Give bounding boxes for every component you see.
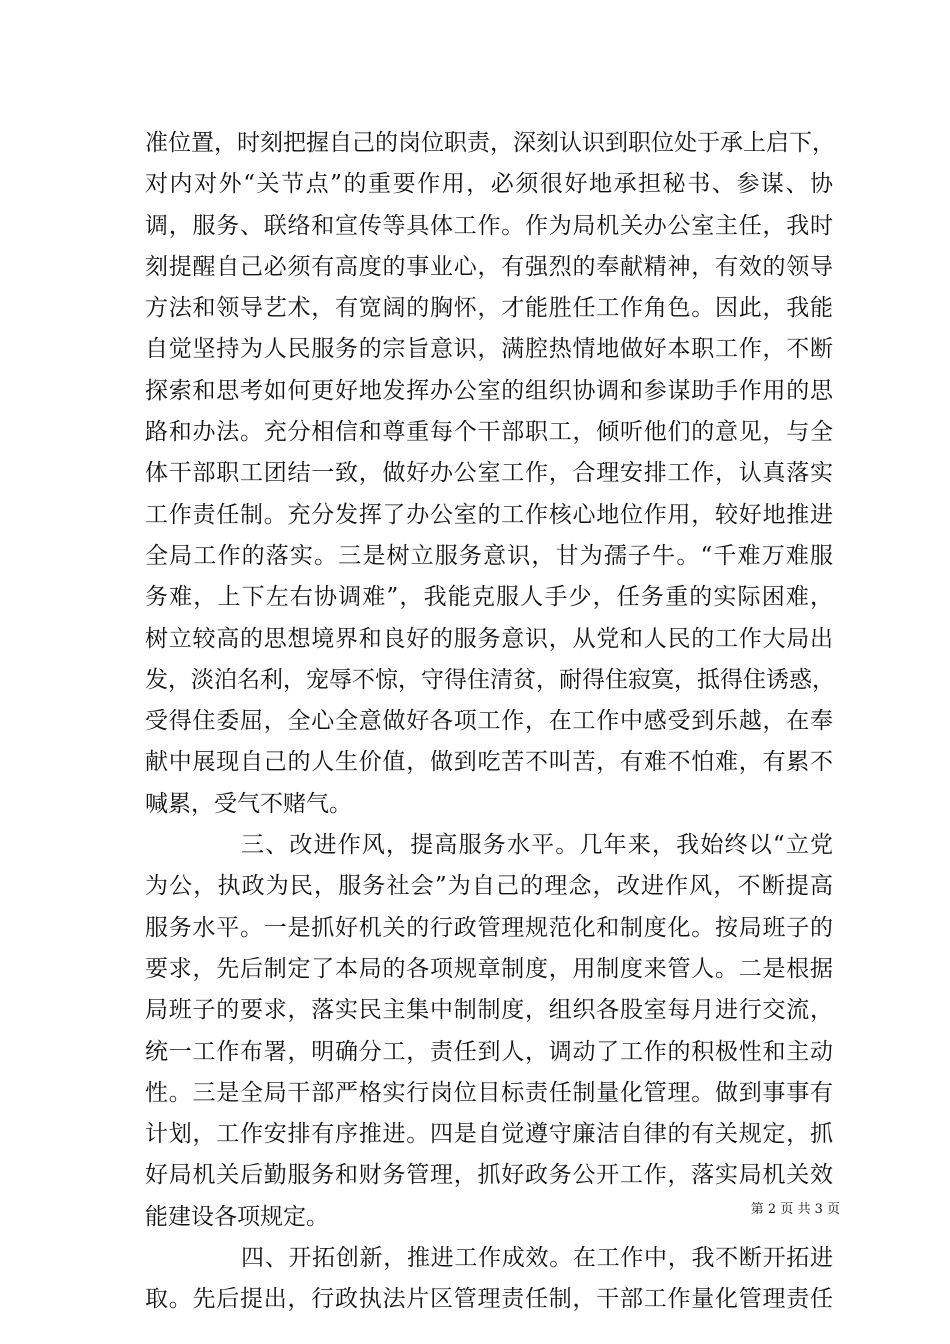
text-line: 性。三是全局干部严格实行岗位目标责任制量化管理。做到事事有 xyxy=(145,1079,833,1106)
text-line: 树立较高的思想境界和良好的服务意识，从党和人民的工作大局出 xyxy=(145,625,833,652)
text-line: 发，淡泊名利，宠辱不惊，守得住清贫，耐得住寂寞，抵得住诱惑， xyxy=(145,666,835,693)
text-line: 好局机关后勤服务和财务管理，抓好政务公开工作，落实局机关效 xyxy=(145,1162,833,1189)
text-line: 体干部职工团结一致，做好办公室工作，合理安排工作，认真落实 xyxy=(145,460,833,487)
text-line: 受得住委屈，全心全意做好各项工作，在工作中感受到乐越，在奉 xyxy=(145,708,833,735)
text-line: 工作责任制。充分发挥了办公室的工作核心地位作用，较好地推进 xyxy=(145,501,833,528)
text-line: 自觉坚持为人民服务的宗旨意识，满腔热情地做好本职工作，不断 xyxy=(145,336,833,363)
text-line: 三、改进作风，提高服务水平。几年来，我始终以“立党 xyxy=(241,832,833,859)
text-line: 要求，先后制定了本局的各项规章制度，用制度来管人。二是根据 xyxy=(145,955,833,982)
text-line: 全局工作的落实。三是树立服务意识，甘为孺子牛。“千难万难服 xyxy=(145,542,833,569)
text-line: 探索和思考如何更好地发挥办公室的组织协调和参谋助手作用的思 xyxy=(145,377,833,404)
text-line: 服务水平。一是抓好机关的行政管理规范化和制度化。按局班子的 xyxy=(145,914,833,941)
text-line: 献中展现自己的人生价值，做到吃苦不叫苦，有难不怕难，有累不 xyxy=(145,749,833,776)
text-line: 方法和领导艺术，有宽阔的胸怀，才能胜任工作角色。因此，我能 xyxy=(145,295,833,322)
text-line: 为公，执政为民，服务社会”为自己的理念，改进作风，不断提高 xyxy=(145,873,833,900)
text-line: 能建设各项规定。 xyxy=(145,1203,329,1230)
page-number: 第 2 页 共 3 页 xyxy=(750,1202,840,1217)
text-line: 局班子的要求，落实民主集中制制度，组织各股室每月进行交流， xyxy=(145,997,833,1024)
body-text xyxy=(145,123,833,1321)
text-line: 对内对外“关节点”的重要作用，必须很好地承担秘书、参谋、协 xyxy=(145,171,833,198)
text-line: 刻提醒自己必须有高度的事业心，有强烈的奉献精神，有效的领导 xyxy=(145,253,833,280)
text-line: 准位置，时刻把握自己的岗位职责，深刻认识到职位处于承上启下， xyxy=(145,130,835,156)
text-line: 路和办法。充分相信和尊重每个干部职工，倾听他们的意见，与全 xyxy=(145,419,833,446)
text-line: 计划，工作安排有序推进。四是自觉遵守廉洁自律的有关规定，抓 xyxy=(145,1121,833,1148)
text-line: 四、开拓创新，推进工作成效。在工作中，我不断开拓进 xyxy=(241,1245,833,1272)
text-line: 统一工作布署，明确分工，责任到人，调动了工作的积极性和主动 xyxy=(145,1038,833,1065)
text-line: 调，服务、联络和宣传等具体工作。作为局机关办公室主任，我时 xyxy=(145,212,833,239)
text-line: 喊累，受气不赌气。 xyxy=(145,790,352,817)
text-line: 取。先后提出，行政执法片区管理责任制，干部工作量化管理责任 xyxy=(145,1286,833,1313)
text-line: 务难，上下左右协调难”，我能克服人手少，任务重的实际困难， xyxy=(145,584,833,611)
